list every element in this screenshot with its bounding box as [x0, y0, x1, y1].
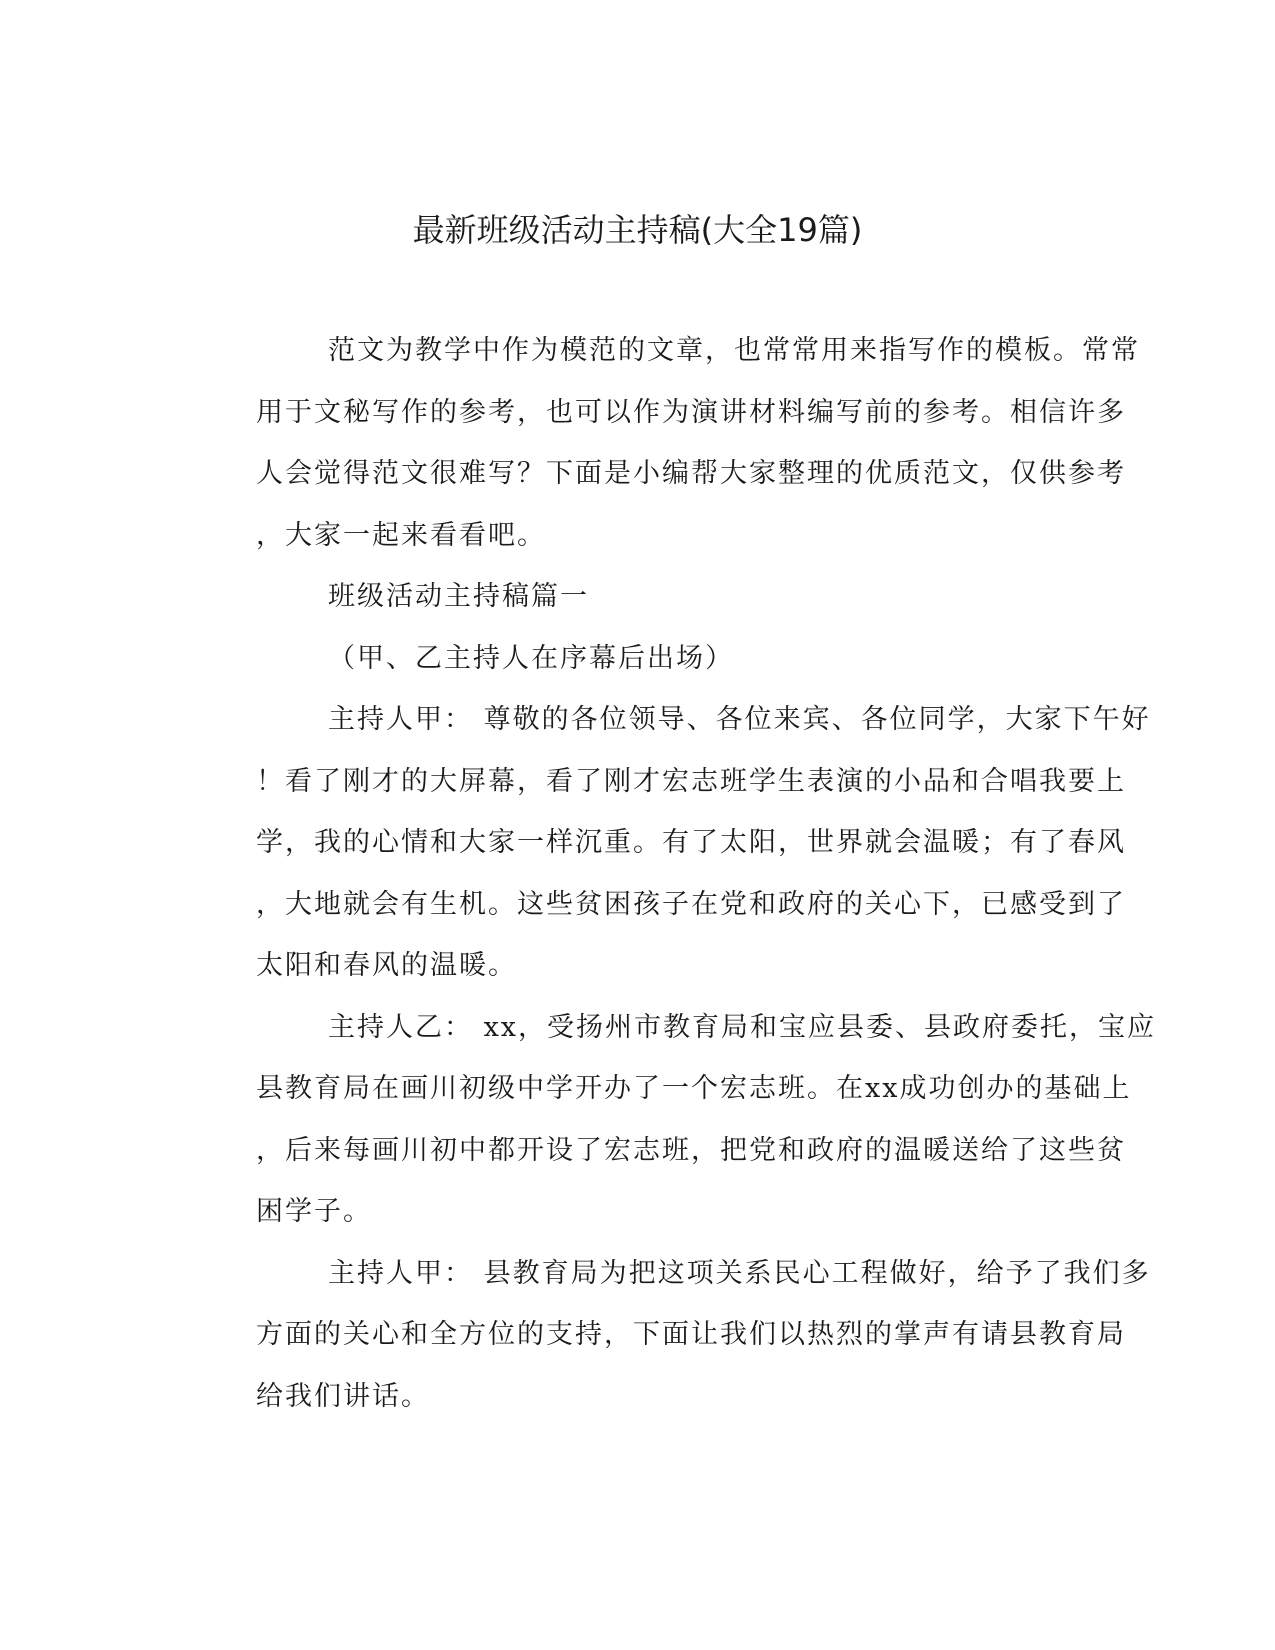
- text-line: ，后来每画川初中都开设了宏志班，把党和政府的温暖送给了这些贫: [256, 1134, 1126, 1166]
- text-line: ！看了刚才的大屏幕，看了刚才宏志班学生表演的小品和合唱我要上: [256, 765, 1126, 797]
- paragraph-host-a-1: [184, 689, 1151, 997]
- text-line: 主持人甲： 县教育局为把这项关系民心工程做好，给予了我们多: [328, 1257, 1151, 1289]
- text-line: 用于文秘写作的参考，也可以作为演讲材料编写前的参考。相信许多: [256, 396, 1126, 428]
- paragraph-host-a-2: [184, 1243, 1151, 1428]
- paragraph-host-b-1: [184, 997, 1157, 1243]
- text-line: 困学子。: [256, 1196, 372, 1227]
- stage-direction: [184, 628, 1064, 690]
- text-line: 方面的关心和全方位的支持，下面让我们以热烈的掌声有请县教育局: [256, 1319, 1126, 1350]
- text-line: 太阳和春风的温暖。: [256, 950, 517, 981]
- text-line: 范文为教学中作为模范的文章，也常常用来指写作的模板。常常: [328, 335, 1140, 366]
- text-line: （甲、乙主持人在序幕后出场）: [328, 642, 734, 674]
- text-line: 给我们讲话。: [256, 1380, 430, 1412]
- text-line: 主持人甲： 尊敬的各位领导、各位来宾、各位同学，大家下午好: [328, 704, 1151, 735]
- text-line: 学，我的心情和大家一样沉重。有了太阳，世界就会温暖；有了春风: [256, 827, 1126, 858]
- text-line: 主持人乙： xx，受扬州市教育局和宝应县委、县政府委托，宝应: [328, 1011, 1157, 1043]
- text-line: ，大家一起来看看吧。: [256, 519, 546, 551]
- document-body: [184, 320, 1157, 1427]
- text-line: 人会觉得范文很难写？下面是小编帮大家整理的优质范文，仅供参考: [256, 458, 1126, 489]
- paragraph-intro: [184, 320, 1140, 566]
- text-line: ，大地就会有生机。这些贫困孩子在党和政府的关心下，已感受到了: [256, 888, 1126, 920]
- text-line: 班级活动主持稿篇一: [328, 581, 589, 612]
- text-line: 县教育局在画川初级中学开办了一个宏志班。在xx成功创办的基础上: [256, 1073, 1132, 1104]
- section-heading: [184, 566, 1064, 628]
- document-title: 最新班级活动主持稿(大全19篇): [412, 211, 863, 249]
